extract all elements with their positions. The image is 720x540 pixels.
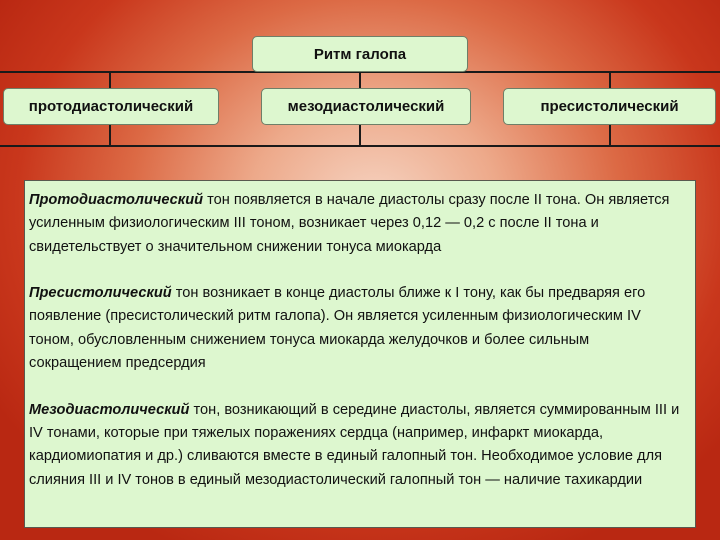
diagram-node-protodiastolic xyxy=(3,88,219,125)
paragraph-text: тон, возникающий в середине диастолы, является суммированным III и IV тонами, которые при тяжелых поражениях сердца (например, инфаркт миокарда, кардиомиопатия и др.) сливаются вместе в единый галопный тон. Необходимое условие для слияния III и IV тонов в единый мезодиастолический галопный тон — наличие тахикардии xyxy=(29,401,680,488)
diagram-node-label: протодиастолический xyxy=(28,98,194,115)
diagram-node-presystolic xyxy=(503,88,716,125)
paragraph-mesodiastolic xyxy=(29,399,685,492)
diagram-root-node xyxy=(252,36,468,72)
paragraph-protodiastolic xyxy=(29,189,685,259)
paragraph-text: тон появляется в начале диастолы сразу после II тона. Он является усиленным физиологическим III тоном, возникает через 0,12 — 0,2 с после II тона и свидетельствует о значительном снижении тонуса миокарда xyxy=(29,192,670,255)
paragraph-term: Мезодиастолический xyxy=(29,401,190,418)
description-panel xyxy=(24,180,696,528)
diagram-node-label: пресистолический xyxy=(540,98,679,115)
paragraph-term: Пресистолический xyxy=(29,285,172,302)
paragraph-term: Протодиастолический xyxy=(29,192,204,208)
paragraph-text: тон возникает в конце диастолы ближе к I тону, как бы предваряя его появление (пресистолический ритм галопа). Он является усиленным физиологическим IV тоном, обусловленным снижением тонуса миокарда желудочков и более сильным сокращением предсердия xyxy=(29,285,646,372)
paragraph-presystolic xyxy=(29,282,685,375)
diagram-node-label: мезодиастолический xyxy=(287,98,445,115)
diagram-node-mesodiastolic xyxy=(261,88,471,125)
diagram-root-label: Ритм галопа xyxy=(313,45,407,63)
